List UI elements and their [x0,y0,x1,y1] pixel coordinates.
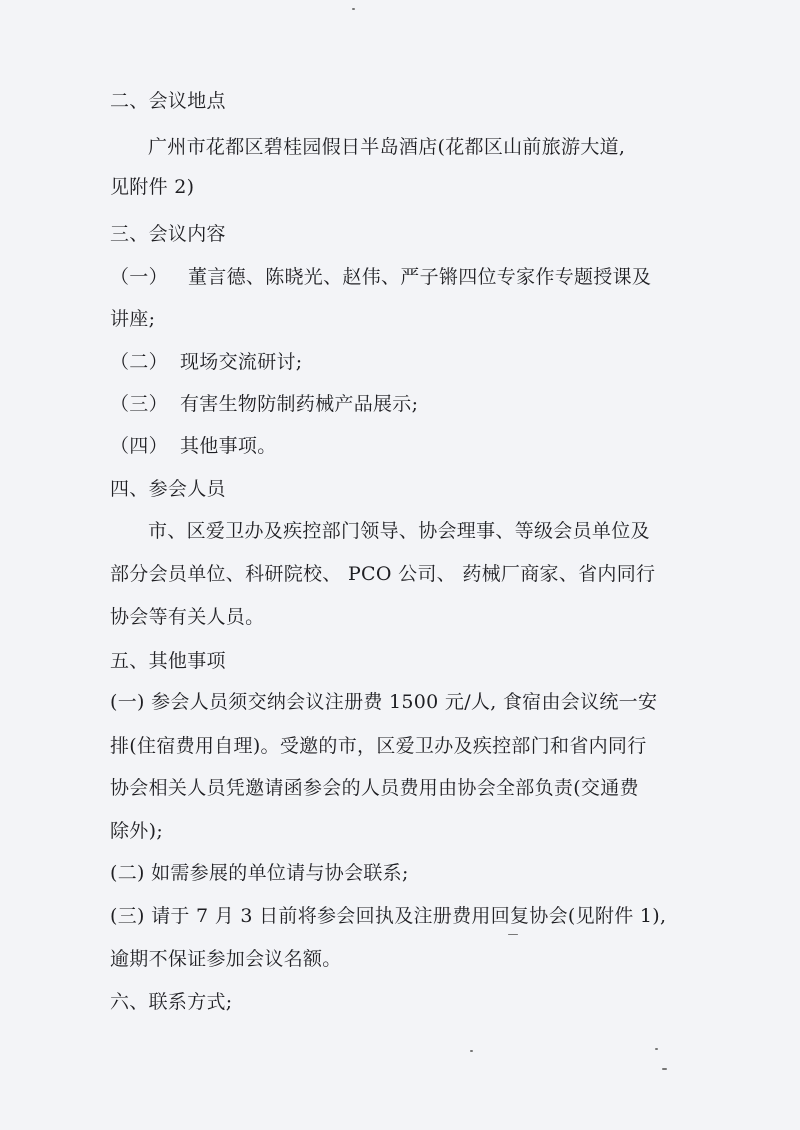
other-item-1-line2: 排(住宿费用自理)。受邀的市，区爱卫办及疾控部门和省内同行 [110,735,647,757]
other-item-3-line1: (三) 请于 7 月 3 日前将参会回执及注册费用回复协会(见附件 1), [110,905,667,927]
other-item-1-line4: 除外); [110,820,164,842]
content-item-3 [110,395,418,414]
attendees-text-line3: 协会等有关人员。 [110,606,265,628]
content-item-1-number: （一） [110,266,168,288]
other-item-2: (二) 如需参展的单位请与协会联系; [110,862,409,884]
scan-speck [352,8,355,10]
content-item-1-continuation: 讲座; [110,308,156,330]
other-item-1-line3: 协会相关人员凭邀请函参会的人员费用由协会全部负责(交通费 [110,777,639,799]
section-heading-other: 五、其他事项 [110,650,226,672]
other-item-3-line2: 逾期不保证参加会议名额。 [110,948,342,970]
attendees-text-line1: 市、区爱卫办及疾控部门领导、协会理事、等级会员单位及 [148,520,650,542]
section-heading-attendees: 四、参会人员 [110,478,226,500]
section-heading-contact: 六、联系方式; [110,991,233,1013]
content-item-1-text: 董言德、陈晓光、赵伟、严子锵四位专家作专题授课及 [188,266,652,288]
content-item-1 [110,268,651,287]
scan-speck [655,1048,658,1050]
location-text-line1: 广州市花都区碧桂园假日半岛酒店(花都区山前旅游大道, [148,136,626,158]
content-item-4-text: 其他事项。 [180,435,277,457]
section-heading-content: 三、会议内容 [110,223,226,245]
content-item-2 [110,353,303,372]
content-item-4-number: （四） [110,435,168,457]
scan-speck [508,934,518,935]
content-item-4 [110,437,277,456]
other-item-1-line1: (一) 参会人员须交纳会议注册费 1500 元/人, 食宿由会议统一安 [110,691,658,713]
section-heading-location: 二、会议地点 [110,90,226,112]
location-text-line2: 见附件 2) [110,176,195,198]
scan-speck [662,1068,667,1070]
content-item-2-number: （二） [110,351,168,373]
attendees-text-line2: 部分会员单位、科研院校、 PCO 公司、 药械厂商家、省内同行 [110,563,656,585]
content-item-3-text: 有害生物防制药械产品展示; [180,393,419,415]
content-item-2-text: 现场交流研讨; [180,351,303,373]
content-item-3-number: （三） [110,393,168,415]
scan-speck [470,1050,473,1052]
